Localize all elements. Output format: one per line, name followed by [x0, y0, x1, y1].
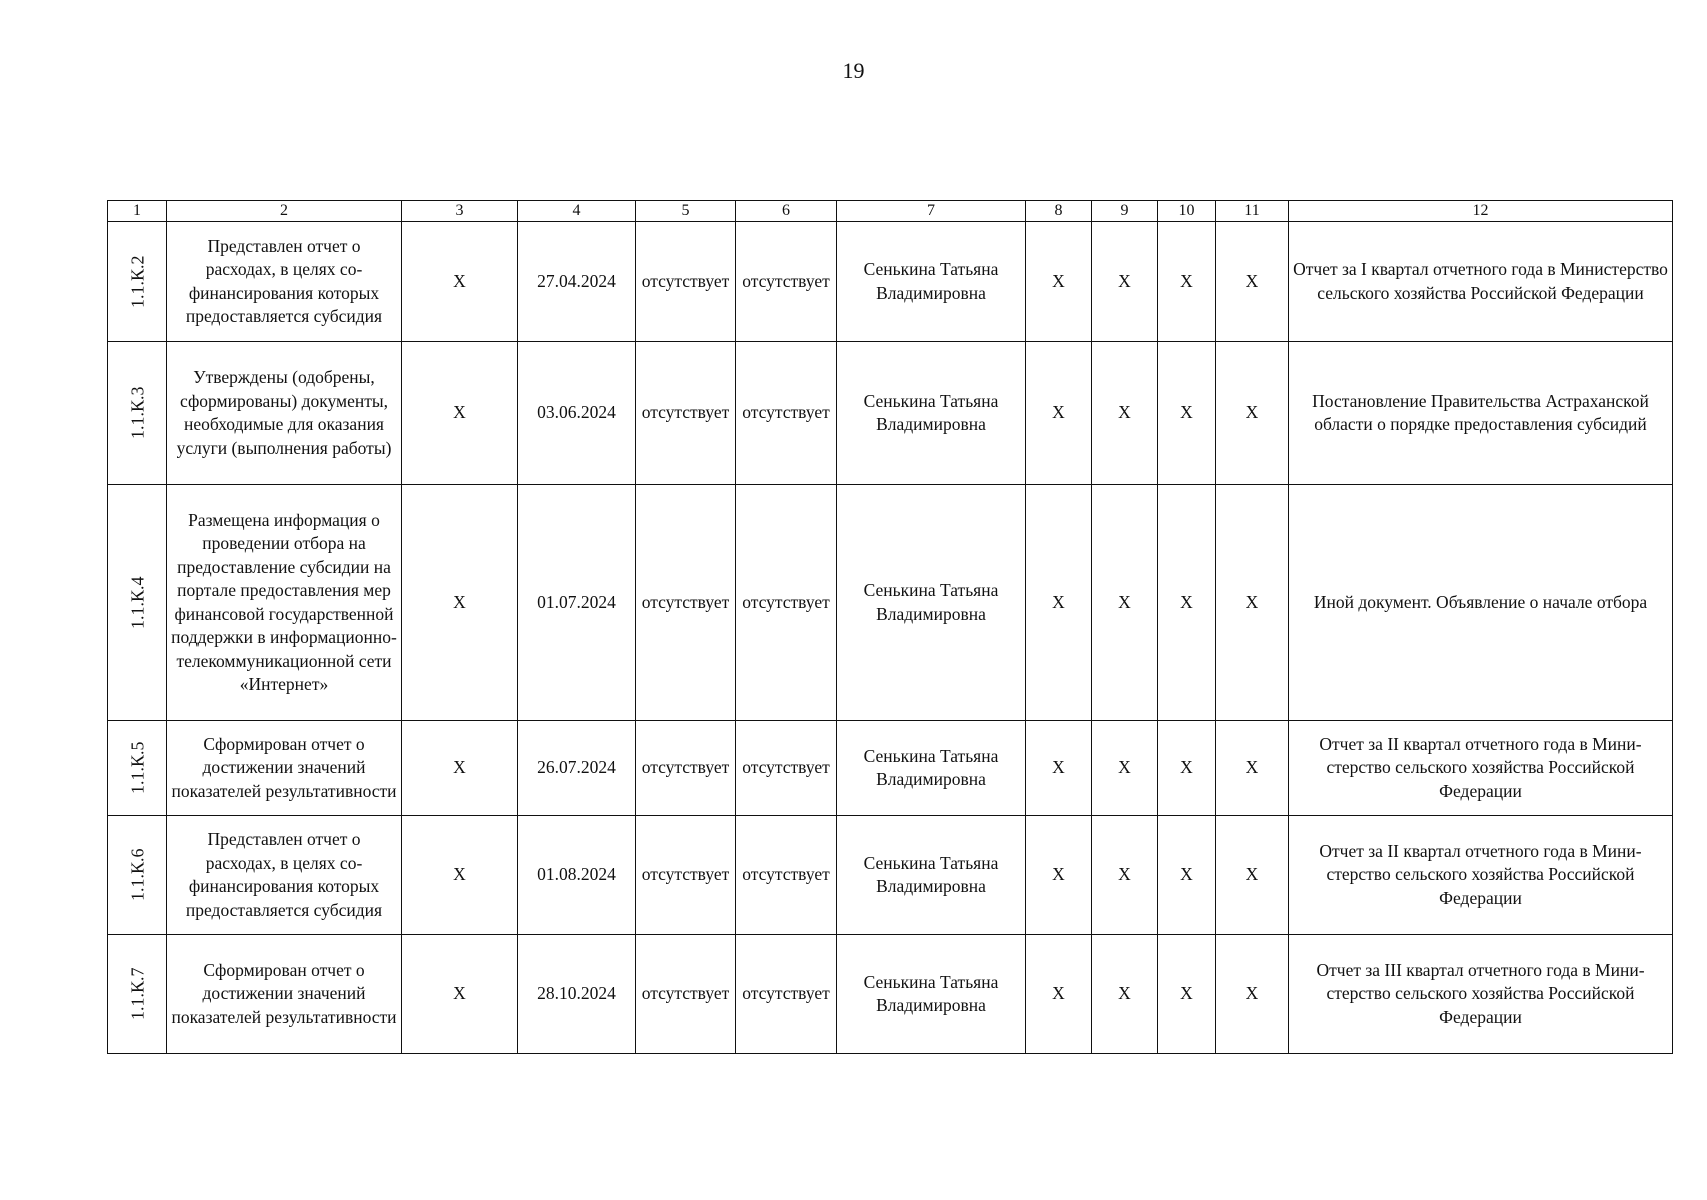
column-number: 8	[1026, 201, 1092, 222]
responsible-person: Сенькина Татьяна Владимировна	[837, 342, 1026, 485]
cell-mark: X	[402, 342, 518, 485]
responsible-person: Сенькина Татьяна Владимировна	[837, 485, 1026, 721]
cell-absent: отсутствует	[736, 935, 837, 1054]
cell-absent: отсутствует	[736, 485, 837, 721]
cell-mark: X	[402, 935, 518, 1054]
confirming-document: Отчет за II квартал отчетного года в Министерство сельского хозяйства Российской Федерации	[1289, 721, 1673, 816]
column-number: 7	[837, 201, 1026, 222]
event-date: 01.07.2024	[518, 485, 636, 721]
event-date: 03.06.2024	[518, 342, 636, 485]
control-point-code: 1.1.К.2	[108, 222, 167, 342]
cell-absent: отсутствует	[636, 816, 736, 935]
cell-mark: X	[1158, 485, 1216, 721]
control-point-code: 1.1.К.5	[108, 721, 167, 816]
cell-mark: X	[1092, 222, 1158, 342]
cell-mark: X	[1216, 721, 1289, 816]
event-description: Сформирован отчет о достижении значений показателей результативности	[167, 721, 402, 816]
cell-mark: X	[1092, 485, 1158, 721]
column-number: 6	[736, 201, 837, 222]
table-row	[108, 485, 1673, 721]
column-number-row	[108, 201, 1673, 222]
event-description: Сформирован отчет о достижении значений показателей результативности	[167, 935, 402, 1054]
table-row	[108, 222, 1673, 342]
event-description: Размещена информация о проведении отбора на предоставление субсидии на портале предоставления мер финансовой государственной поддержки в информационно-телекоммуникационной сети «Интернет»	[167, 485, 402, 721]
cell-mark: X	[402, 721, 518, 816]
event-description: Представлен отчет о расходах, в целях софинансирования которых предоставляется субсидия	[167, 222, 402, 342]
cell-mark: X	[1216, 222, 1289, 342]
event-description: Представлен отчет о расходах, в целях софинансирования которых предоставляется субсидия	[167, 816, 402, 935]
table-row	[108, 721, 1673, 816]
cell-mark: X	[1158, 222, 1216, 342]
responsible-person: Сенькина Татьяна Владимировна	[837, 222, 1026, 342]
cell-mark: X	[402, 816, 518, 935]
cell-absent: отсутствует	[736, 816, 837, 935]
cell-absent: отсутствует	[636, 721, 736, 816]
cell-mark: X	[1158, 721, 1216, 816]
cell-mark: X	[1158, 935, 1216, 1054]
column-number: 3	[402, 201, 518, 222]
cell-mark: X	[1216, 816, 1289, 935]
column-number: 10	[1158, 201, 1216, 222]
cell-absent: отсутствует	[736, 342, 837, 485]
responsible-person: Сенькина Татьяна Владимировна	[837, 935, 1026, 1054]
cell-mark: X	[1026, 222, 1092, 342]
event-date: 27.04.2024	[518, 222, 636, 342]
cell-absent: отсутствует	[636, 342, 736, 485]
column-number: 12	[1289, 201, 1673, 222]
control-point-code: 1.1.К.3	[108, 342, 167, 485]
cell-mark: X	[1026, 721, 1092, 816]
confirming-document: Постановление Правительства Астраханской области о порядке предоставления субсидий	[1289, 342, 1673, 485]
column-number: 9	[1092, 201, 1158, 222]
control-point-code: 1.1.К.7	[108, 935, 167, 1054]
cell-mark: X	[1092, 816, 1158, 935]
column-number: 2	[167, 201, 402, 222]
column-number: 1	[108, 201, 167, 222]
responsible-person: Сенькина Татьяна Владимировна	[837, 816, 1026, 935]
confirming-document: Отчет за I квартал отчетного года в Министерство сельского хозяйства Российской Федерации	[1289, 222, 1673, 342]
cell-absent: отсутствует	[636, 222, 736, 342]
table-row	[108, 342, 1673, 485]
cell-mark: X	[1026, 816, 1092, 935]
table-row	[108, 816, 1673, 935]
cell-mark: X	[1026, 935, 1092, 1054]
cell-mark: X	[1216, 935, 1289, 1054]
page-number: 19	[842, 58, 865, 83]
event-date: 28.10.2024	[518, 935, 636, 1054]
plan-table	[107, 200, 1673, 1054]
event-description: Утверждены (одобрены, сформированы) документы, необходимые для оказания услуги (выполнения работы)	[167, 342, 402, 485]
cell-mark: X	[1216, 485, 1289, 721]
cell-mark: X	[1158, 816, 1216, 935]
event-date: 01.08.2024	[518, 816, 636, 935]
cell-mark: X	[1092, 342, 1158, 485]
cell-mark: X	[1216, 342, 1289, 485]
cell-absent: отсутствует	[736, 721, 837, 816]
control-point-code: 1.1.К.4	[108, 485, 167, 721]
cell-mark: X	[1026, 485, 1092, 721]
column-number: 5	[636, 201, 736, 222]
cell-mark: X	[1026, 342, 1092, 485]
cell-mark: X	[1092, 721, 1158, 816]
cell-absent: отсутствует	[736, 222, 837, 342]
cell-mark: X	[402, 485, 518, 721]
cell-mark: X	[402, 222, 518, 342]
responsible-person: Сенькина Татьяна Владимировна	[837, 721, 1026, 816]
event-date: 26.07.2024	[518, 721, 636, 816]
cell-absent: отсутствует	[636, 935, 736, 1054]
cell-mark: X	[1158, 342, 1216, 485]
confirming-document: Отчет за III квартал отчетного года в Министерство сельского хозяйства Российской Федерации	[1289, 935, 1673, 1054]
column-number: 4	[518, 201, 636, 222]
confirming-document: Иной документ. Объявление о начале отбора	[1289, 485, 1673, 721]
cell-absent: отсутствует	[636, 485, 736, 721]
cell-mark: X	[1092, 935, 1158, 1054]
confirming-document: Отчет за II квартал отчетного года в Министерство сельского хозяйства Российской Федерации	[1289, 816, 1673, 935]
column-number: 11	[1216, 201, 1289, 222]
table-row	[108, 935, 1673, 1054]
control-point-code: 1.1.К.6	[108, 816, 167, 935]
